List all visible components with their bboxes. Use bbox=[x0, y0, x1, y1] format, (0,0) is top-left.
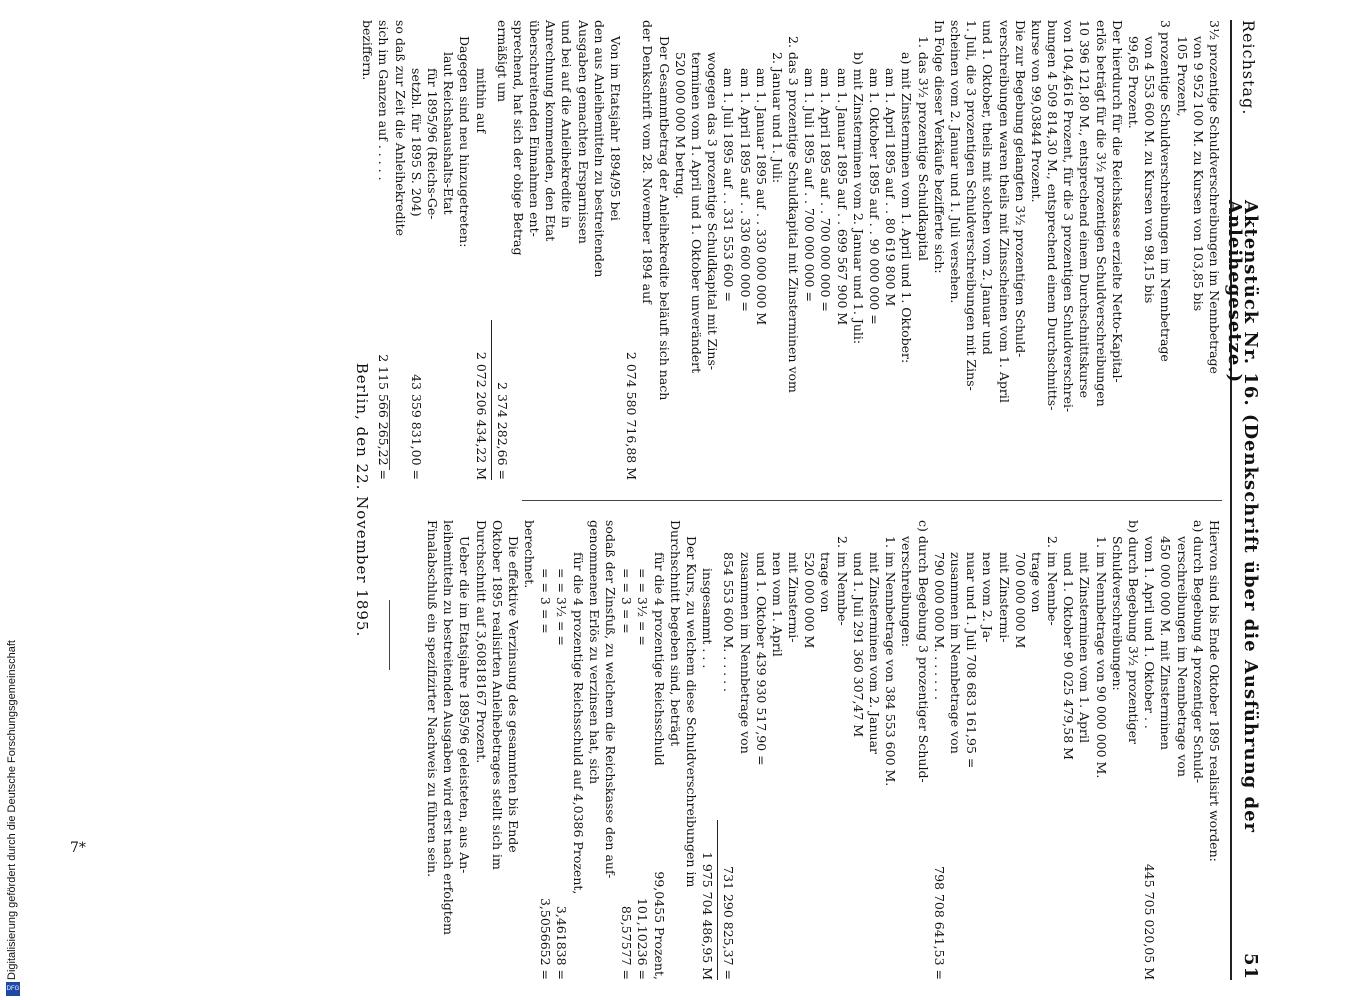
line-text: 700 000 000 M bbox=[1012, 552, 1028, 649]
text-line bbox=[618, 520, 634, 980]
text-line bbox=[1125, 520, 1141, 980]
header-title: Aktenstück Nr. 16. (Denkschrift über die Ausführung der Anleihegesetze.) bbox=[1223, 200, 1261, 834]
text-line bbox=[553, 520, 569, 980]
line-text: setzbl. für 1895 S. 204) bbox=[408, 68, 424, 217]
text-line bbox=[1157, 520, 1173, 980]
text-line bbox=[834, 520, 850, 980]
line-text: am 1. Januar 1895 auf . . 699 567 900 M bbox=[834, 68, 850, 326]
line-text: 1. Juli, die 3 prozentigen Schuldverschreibungen mit Zins- bbox=[964, 20, 980, 391]
text-line bbox=[391, 20, 407, 480]
line-amount: 2 374 282,66 = bbox=[494, 382, 510, 480]
left-column bbox=[359, 20, 1222, 480]
text-line bbox=[817, 20, 833, 480]
text-line bbox=[440, 520, 456, 980]
line-text: beziffern. bbox=[360, 20, 376, 81]
text-line bbox=[558, 20, 574, 480]
text-line bbox=[683, 520, 699, 980]
line-text: Anrechnung kommenden, den Etat bbox=[543, 20, 559, 242]
text-line bbox=[769, 520, 785, 980]
text-line bbox=[931, 520, 947, 980]
line-text: am 1. Juli 1895 auf . . 700 000 000 = bbox=[802, 68, 818, 302]
text-line bbox=[542, 20, 558, 480]
line-text: = = 3 = = bbox=[538, 568, 554, 634]
text-line bbox=[850, 20, 866, 480]
line-text: a) mit Zinsterminen vom 1. April und 1. Oktober: bbox=[899, 52, 915, 364]
text-line bbox=[834, 20, 850, 480]
sum-rule bbox=[491, 320, 492, 480]
line-amount: 3,5056652 = bbox=[538, 897, 554, 980]
text-line bbox=[785, 520, 801, 980]
text-line bbox=[489, 520, 505, 980]
line-text: 1. das 3½ prozentige Schuldkapital bbox=[915, 36, 931, 261]
line-text: 2. Januar und 1. Juli: bbox=[769, 52, 785, 184]
line-text: = = 3½ = = bbox=[554, 568, 570, 646]
text-line bbox=[1173, 20, 1189, 480]
text-line bbox=[866, 20, 882, 480]
text-line bbox=[817, 520, 833, 980]
line-text: Ueber die im Etatsjahre 1895/96 geleisteten, aus An- bbox=[457, 536, 473, 874]
line-text: kurse von 99,03844 Prozent. bbox=[1028, 20, 1044, 203]
line-text: 3½ prozentige Schuldverschreibungen im Nennbetrage bbox=[1207, 20, 1222, 374]
line-text: für 1895/96 (Reichs-Ge- bbox=[425, 68, 440, 220]
text-line bbox=[947, 20, 963, 480]
line-text: Der Gesammtbetrag der Anleihekredite beläuft sich nach bbox=[656, 36, 672, 401]
line-text: 3 prozentige Schuldverschreibungen im Nennbetrage bbox=[1158, 20, 1174, 362]
line-amount: 445 705 020,05 M bbox=[1142, 863, 1158, 980]
line-text: der Denkschrift vom 28. November 1894 auf bbox=[640, 20, 656, 304]
text-line bbox=[898, 20, 914, 480]
line-text: a) durch Begebung 4 prozentiger Schuld- bbox=[1190, 520, 1206, 784]
text-line bbox=[424, 520, 440, 980]
text-line bbox=[1206, 20, 1222, 480]
text-line bbox=[753, 520, 769, 980]
line-text: 790 000 000 M. . . . . . . bbox=[931, 552, 947, 700]
line-text: sprechend, hat sich der obige Betrag bbox=[510, 20, 526, 256]
line-text: Hiervon sind bis Ende Oktober 1895 realisirt worden: bbox=[1207, 520, 1222, 862]
text-line bbox=[456, 20, 472, 480]
page-mark: 7* bbox=[70, 840, 86, 856]
text-line bbox=[850, 520, 866, 980]
text-line bbox=[1190, 520, 1206, 980]
line-text: so daß zur Zeit die Anleihekredite bbox=[392, 20, 408, 237]
line-text: Finalabschluß ein spezifizirter Nachweis zu führen sein. bbox=[425, 520, 440, 878]
text-line bbox=[736, 20, 752, 480]
text-line bbox=[931, 20, 947, 480]
line-amount: 101,10236 = bbox=[635, 897, 651, 980]
text-line bbox=[424, 20, 440, 480]
text-line bbox=[866, 520, 882, 980]
text-line bbox=[963, 520, 979, 980]
line-text: nen vom 1. April bbox=[769, 552, 785, 657]
credit-text: Digitalisierung gefördert durch die Deutsche Forschungsgemeinschaft bbox=[6, 640, 18, 980]
text-line bbox=[607, 20, 623, 480]
text-line bbox=[440, 20, 456, 480]
text-line bbox=[769, 20, 785, 480]
line-text: 1. im Nennbetrage von 90 000 000 M. bbox=[1093, 536, 1109, 779]
text-line bbox=[521, 520, 537, 980]
text-line bbox=[801, 20, 817, 480]
text-line bbox=[472, 20, 488, 480]
line-text: vom 1. April und 1. Oktober . . bbox=[1142, 536, 1158, 729]
line-text: In Folge dieser Verkäufe bezifferte sich: bbox=[931, 20, 947, 274]
line-text: 854 553 600 M. . . . . . bbox=[721, 552, 737, 693]
line-text: wogegen das 3 prozentige Schuldkapital mit Zins- bbox=[705, 52, 721, 371]
line-text: Oktober 1895 realisirten Anleihebetrages stellt sich im bbox=[489, 520, 505, 870]
line-amount: 85,57577 = bbox=[619, 905, 635, 980]
line-text: von 104,4616 Prozent, für die 3 prozentigen Schuldverschrei- bbox=[1061, 20, 1077, 413]
text-line bbox=[704, 20, 720, 480]
text-line bbox=[602, 520, 618, 980]
line-amount: 2 074 580 716,88 M bbox=[624, 351, 640, 480]
line-text: für die 4 prozentige Reichsschuld bbox=[651, 552, 667, 766]
line-text: und bei auf die Anleihekredite in bbox=[559, 20, 575, 229]
text-line bbox=[720, 520, 736, 980]
line-text: 520 000 000 M betrug. bbox=[672, 52, 688, 199]
line-text: und 1. Juli 291 360 307,47 M bbox=[850, 552, 866, 738]
line-amount: 1 975 704 486,95 M bbox=[700, 851, 716, 980]
line-text: Die zur Begebung gelangten 3½ prozentigen Schuld- bbox=[1012, 20, 1028, 358]
line-text: laut Reichshaushalts-Etat bbox=[441, 52, 457, 215]
line-text: scheinen vom 2. Januar und 1. Juli versehen. bbox=[948, 20, 963, 304]
text-line bbox=[1028, 520, 1044, 980]
text-line bbox=[914, 520, 930, 980]
text-line bbox=[526, 20, 542, 480]
header-left: Reichstag. bbox=[1239, 20, 1258, 116]
line-text: 1. im Nennbetrage von 384 553 600 M. bbox=[883, 536, 899, 787]
line-text: 2. das 3 prozentige Schuldkapital mit Zinsterminen vom bbox=[786, 36, 802, 393]
line-text: Von im Etatsjahr 1894/95 bei bbox=[608, 36, 624, 221]
text-line bbox=[650, 520, 666, 980]
text-line bbox=[667, 520, 683, 980]
text-line bbox=[785, 20, 801, 480]
text-line bbox=[736, 520, 752, 980]
text-line bbox=[882, 520, 898, 980]
text-line bbox=[634, 520, 650, 980]
line-text: Der Kurs, zu welchem diese Schuldverschreibungen im bbox=[684, 536, 699, 888]
text-line bbox=[963, 20, 979, 480]
line-text: sich im Ganzen auf . . . . . bbox=[376, 20, 392, 181]
line-amount: 731 290 825,37 = bbox=[721, 866, 737, 980]
text-line bbox=[505, 520, 521, 980]
line-text: bungen 4 509 814,30 M., entsprechend einem Durchschnitts- bbox=[1045, 20, 1061, 411]
text-line bbox=[1093, 20, 1109, 480]
text-line bbox=[979, 520, 995, 980]
line-text: am 1. Oktober 1895 auf . . 90 000 000 = bbox=[867, 68, 883, 325]
line-text: zusammen im Nennbetrage von bbox=[948, 552, 963, 754]
footer-rule-right bbox=[389, 600, 390, 670]
line-text: mit Zinstermi- bbox=[786, 552, 802, 643]
text-line bbox=[1173, 520, 1189, 980]
text-line bbox=[753, 20, 769, 480]
line-text: genommenen Erlös zu verzinsen hat, sich bbox=[586, 520, 602, 785]
line-text: Die effektive Verzinsung des gesammten bis Ende bbox=[505, 536, 521, 853]
line-text: und 1. Oktober 90 025 479,58 M bbox=[1061, 552, 1077, 760]
line-text: Ausgaben gemachten Ersparnissen bbox=[575, 20, 591, 244]
line-text: für die 4 prozentige Reichsschuld auf 4,0386 Prozent, bbox=[570, 552, 586, 895]
text-line bbox=[947, 520, 963, 980]
text-line bbox=[1060, 20, 1076, 480]
line-text: überschreitenden Einnahmen ent- bbox=[527, 20, 543, 237]
text-line bbox=[1125, 20, 1141, 480]
page-number: 51 bbox=[1240, 952, 1261, 980]
line-text: am 1. April 1895 auf . . 330 600 000 = bbox=[737, 68, 753, 312]
line-text: 99,65 Prozent. bbox=[1126, 36, 1142, 129]
footer-date: Berlin, den 22. November 1895. bbox=[353, 362, 371, 638]
line-text: terminen vom 1. April und 1. Oktober unverändert bbox=[689, 52, 704, 374]
text-line bbox=[1012, 520, 1028, 980]
line-text: trage von bbox=[1028, 552, 1044, 613]
line-amount: 43 359 831,00 = bbox=[408, 374, 424, 480]
line-text: verschreibungen waren theils mit Zinsscheinen vom 1. April bbox=[996, 20, 1012, 403]
line-text: 520 000 000 M bbox=[802, 552, 818, 649]
line-text: b) durch Begebung 3½ prozentiger bbox=[1126, 520, 1142, 744]
line-text: b) mit Zinsterminen vom 2. Januar und 1. Juli: bbox=[850, 52, 866, 345]
line-text: Durchschnitt auf 3,60818167 Prozent. bbox=[473, 520, 489, 764]
text-line bbox=[1012, 20, 1028, 480]
text-line bbox=[1141, 20, 1157, 480]
line-text: am 1. April 1895 auf . . 700 000 000 = bbox=[818, 68, 834, 312]
text-line bbox=[494, 20, 510, 480]
digitization-credit bbox=[2, 600, 26, 998]
line-text: am 1. Juli 1895 auf . . 331 553 600 = bbox=[721, 68, 737, 302]
line-text: leihemitteln zu bestreitenden Ausgaben wird erst nach erfolgtem bbox=[441, 520, 457, 935]
text-line bbox=[1093, 520, 1109, 980]
text-line bbox=[1141, 520, 1157, 980]
line-amount: 99,0455 Prozent, bbox=[651, 871, 667, 980]
line-text: am 1. April 1895 auf . . 80 619 800 M bbox=[883, 68, 899, 307]
line-text: mit Zinsterminen vom 1. April bbox=[1077, 552, 1093, 744]
line-amount: 2 115 566 265,22 = bbox=[376, 354, 392, 480]
text-line bbox=[570, 520, 586, 980]
line-text: und 1. Oktober, theils mit solchen vom 2. Januar und bbox=[980, 20, 996, 355]
dfg-logo-icon: DFG bbox=[6, 982, 20, 996]
text-line bbox=[591, 20, 607, 480]
line-text: Durchschnitt begeben sind, beträgt bbox=[667, 520, 683, 747]
line-amount: 3,461838 = bbox=[554, 905, 570, 980]
line-text: verschreibungen: bbox=[899, 536, 915, 648]
text-line bbox=[1109, 520, 1125, 980]
line-text: von 9 952 100 M. zu Kursen von 103,85 bis bbox=[1190, 36, 1206, 312]
line-text: berechnet. bbox=[522, 520, 538, 589]
line-text: 450 000 000 M. mit Zinsterminen bbox=[1158, 536, 1174, 750]
line-text: und 1. Oktober 439 930 517,90 = bbox=[753, 552, 769, 766]
line-text: mit Zinsterminen vom 2. Januar bbox=[867, 552, 883, 755]
text-line bbox=[537, 520, 553, 980]
line-text: verschreibungen im Nennbetrage von bbox=[1174, 536, 1190, 777]
line-text: = = 3½ = = bbox=[635, 568, 651, 646]
line-text: = = 3 = = bbox=[619, 568, 635, 634]
line-text: trage von bbox=[818, 552, 834, 613]
text-line bbox=[1044, 520, 1060, 980]
line-text: 105 Prozent, bbox=[1174, 36, 1190, 117]
text-line bbox=[699, 520, 715, 980]
text-line bbox=[1044, 20, 1060, 480]
footer-rule-left bbox=[389, 400, 390, 470]
text-line bbox=[898, 520, 914, 980]
line-text: erlös beträgt für die 3½ prozentigen Schuldverschreibungen bbox=[1093, 20, 1109, 407]
text-line bbox=[914, 20, 930, 480]
text-line bbox=[672, 20, 688, 480]
line-text: nuar und 1. Juli 708 683 161,95 = bbox=[964, 552, 980, 769]
line-text: Schuldverschreibungen: bbox=[1109, 536, 1125, 691]
line-amount: 2 072 206 434,22 M bbox=[473, 351, 489, 480]
text-line bbox=[801, 520, 817, 980]
line-text: 10 396 121,80 M., entsprechend einem Durchschnittskurse bbox=[1077, 20, 1093, 399]
sum-rule bbox=[717, 820, 718, 980]
text-line bbox=[1076, 20, 1092, 480]
text-line bbox=[1157, 20, 1173, 480]
text-line bbox=[688, 20, 704, 480]
text-line bbox=[575, 20, 591, 480]
text-line bbox=[408, 20, 424, 480]
text-line bbox=[1190, 20, 1206, 480]
line-text: am 1. Januar 1895 auf . . 330 000 000 M bbox=[753, 68, 769, 326]
text-line bbox=[1206, 520, 1222, 980]
column-divider bbox=[522, 500, 1222, 501]
line-text: von 4 553 600 M. zu Kursen von 98,15 bis bbox=[1142, 36, 1158, 304]
document-page bbox=[330, 0, 1270, 1000]
text-line bbox=[995, 520, 1011, 980]
line-text: c) durch Begebung 3 prozentiger Schuld- bbox=[915, 520, 931, 783]
line-text: sodaß der Zinsfuß, zu welchem die Reichskasse den auf- bbox=[603, 520, 619, 879]
right-column bbox=[424, 520, 1222, 980]
text-line bbox=[472, 520, 488, 980]
text-line bbox=[1109, 20, 1125, 480]
text-line bbox=[586, 520, 602, 980]
line-text: 2. im Nennbe- bbox=[834, 536, 850, 626]
text-line bbox=[720, 20, 736, 480]
text-line bbox=[979, 20, 995, 480]
text-line bbox=[456, 520, 472, 980]
line-text: 2. im Nennbe- bbox=[1045, 536, 1061, 626]
line-text: mithin auf bbox=[473, 68, 489, 134]
text-line bbox=[882, 20, 898, 480]
page-header bbox=[1223, 20, 1262, 980]
line-text: nen vom 2. Ja- bbox=[980, 552, 996, 643]
line-text: mit Zinstermi- bbox=[996, 552, 1012, 643]
text-line bbox=[1028, 20, 1044, 480]
text-line bbox=[639, 20, 655, 480]
line-amount: 798 708 641,53 = bbox=[931, 866, 947, 980]
line-text: Der hierdurch für die Reichskasse erzielte Netto-Kapital- bbox=[1109, 20, 1125, 383]
text-line bbox=[995, 20, 1011, 480]
line-text: den aus Anleihemitteln zu bestreitenden bbox=[591, 20, 607, 278]
line-text: zusammen im Nennbetrage von bbox=[737, 552, 753, 754]
text-line bbox=[623, 20, 639, 480]
line-text: insgesammt . . . bbox=[700, 568, 716, 669]
line-text: Dagegen sind neu hinzugetreten: bbox=[457, 36, 473, 248]
text-line bbox=[655, 20, 671, 480]
text-line bbox=[510, 20, 526, 480]
text-line bbox=[1060, 520, 1076, 980]
line-text: ermäßigt um bbox=[494, 20, 510, 102]
text-line bbox=[1076, 520, 1092, 980]
